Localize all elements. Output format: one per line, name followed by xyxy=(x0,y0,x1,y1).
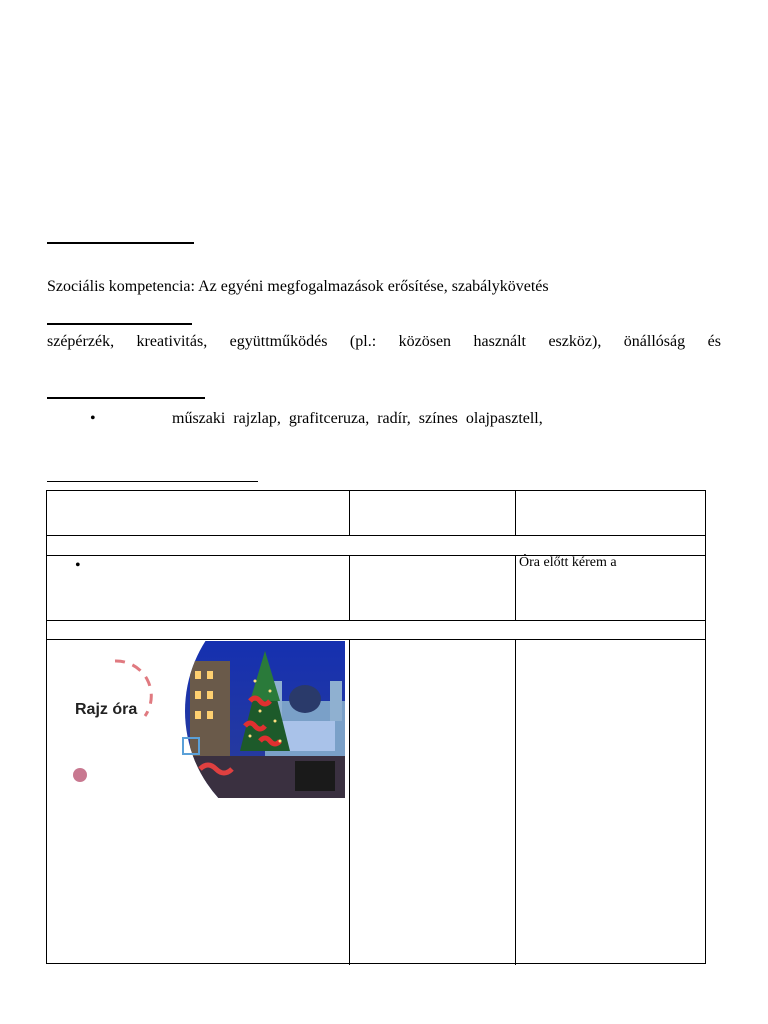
table-col-divider xyxy=(349,555,350,620)
skills-line xyxy=(47,333,721,351)
christmas-scene-graphic xyxy=(55,641,345,798)
table-col-divider xyxy=(515,491,516,535)
competence-text: Szociális kompetencia: Az egyéni megfogalmazások erősítése, szabálykövetés xyxy=(47,278,549,295)
skills-word: közösen xyxy=(398,333,452,350)
skills-word: (pl.: xyxy=(349,333,377,350)
image-title: Rajz óra xyxy=(75,701,138,718)
heading-rule-1 xyxy=(47,242,194,244)
skills-word: eszköz), xyxy=(548,333,602,350)
heading-rule-3 xyxy=(47,397,205,399)
table-col-divider xyxy=(349,491,350,535)
tools-text: műszaki rajzlap, grafitceruza, radír, színes olajpasztell, xyxy=(172,410,543,427)
table-col-divider xyxy=(349,639,350,965)
row-bullet: • xyxy=(75,557,81,574)
skills-word: és xyxy=(707,333,721,350)
skills-word: kreativitás, xyxy=(136,333,208,350)
table-row-divider xyxy=(47,535,705,536)
table-col-divider xyxy=(515,555,516,620)
row-note: Óra előtt kérem a xyxy=(519,555,617,570)
skills-word: használt xyxy=(473,333,526,350)
skills-word: szépérzék, xyxy=(47,333,115,350)
lesson-table xyxy=(46,490,706,964)
skills-word: önállóság xyxy=(623,333,686,350)
skills-word: együttműködés xyxy=(229,333,328,350)
tools-bullet: • xyxy=(90,410,96,427)
rajz-ora-image xyxy=(55,641,345,798)
heading-rule-2 xyxy=(47,323,192,325)
table-row-divider xyxy=(47,639,705,640)
table-col-divider xyxy=(515,639,516,965)
table-row-divider xyxy=(47,620,705,621)
heading-rule-4 xyxy=(47,481,258,482)
